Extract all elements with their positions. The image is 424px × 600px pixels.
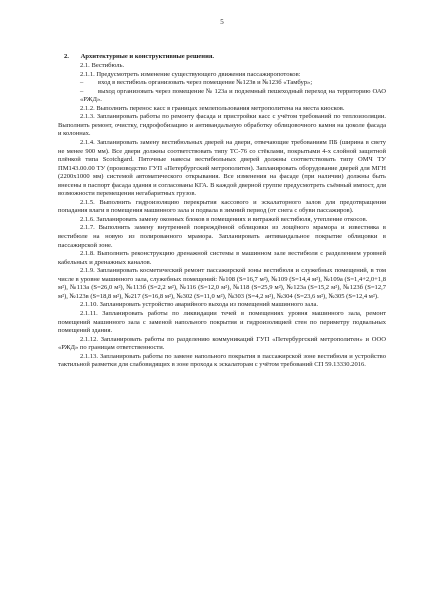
paragraph: 2.1.10. Запланировать устройство аварийного выхода из помещений машинного зала. bbox=[80, 301, 319, 309]
paragraph: 2.1.13. Запланировать работы по замене напольного покрытия в пассажирской зоне вестибюля и устройство тактильной разметки для слабовидящих в зоне прохода к эскалаторам с учётом требований СП 59.13330.2016. bbox=[58, 352, 386, 369]
bullet-dash: – bbox=[80, 79, 84, 87]
page-number: 5 bbox=[220, 18, 224, 26]
paragraph: 2.1.5. Выполнить гидроизоляцию перекрытия кассового и эскалаторного залов для предотвращения попадания влаги в помещения машинного зала и подвала в зимний период (от снега с обуви пассажиров). bbox=[58, 198, 386, 215]
paragraph: 2.1.12. Запланировать работы по разделению коммуникаций ГУП «Петербургский метрополитен» и ООО «РЖД» по границам ответственности. bbox=[58, 335, 386, 352]
paragraph: 2.1.4. Запланировать замену вестибюльных дверей на двери, отвечающие требованиям ПБ (ширина в свету не менее 900 мм). Все двери должны соответствовать типу ТС-76 со стёклами, покрытыми 4-х слойной защитной плёнкой типа Scotchgard. Пяточные навесы вестибюльных дверей должны соответствовать типу ОМЧ ТУ ПМ143.00.00 ТУ (производство ГУП «Петербургский метрополитен). Запланировать оборудование дверей для МГН (2200х1000 мм) системой автоматического открывания. Все изменения на фасаде (при наличии) должны быть внесены в паспорт фасада здания и согласованы КГА. В каждой дверной группе предусмотреть съёмный импост, для возможности перемещения негабаритных грузов. bbox=[58, 139, 386, 198]
paragraph: 2.1.11. Запланировать работы по ликвидации течей в помещениях уровня машинного зала, ремонт помещений машинного зала с заменой напольного покрытия и гидроизоляцией стен по периметру подвальных помещений здания. bbox=[58, 309, 386, 335]
bullet-text: выход организовать через помещение № 123а и подземный пешеходный переход на территорию ОАО «РЖД». bbox=[80, 87, 386, 104]
paragraph: 2.1.3. Запланировать работы по ремонту фасада и пристройки касс с учётом требований по теплоизоляции. Выполнить ремонт, очистку, гидрофобизацию и антивандальную обработку облицовочного камня на цоколе фасада и колоннах. bbox=[58, 113, 386, 138]
paragraph: 2.1.7. Выполнить замену внутренней повреждённой облицовки из лощёного мрамора и известняка в вестибюле на новую из полированного мрамора. Запланировать антивандальное покрытие облицовки в пассажирской зоне. bbox=[58, 224, 386, 249]
section-number: 2. bbox=[64, 52, 69, 60]
paragraph: 2.1.9. Запланировать косметический ремонт пассажирской зоны вестибюля и служебных помещений, в том числе в уровне машинного зала, служебных помещений: №108 (S=16,7 м²), №109 (S=14,4 м²), №109а (S=1,4+2,0+1,8 м²), №113а (S=26,0 м²), №113б (S=2,2 м²), №116 (S=12,0 м²), №118 (S=25,9 м²), №123а (S=15,2 м²), №123б (S=12,7 м²), №123в (S=18,8 м²), №217 (S=16,8 м²), №302 (S=11,0 м²), №303 (S=4,2 м²), №304 (S=23,6 м²), №305 (S=12,4 м²). bbox=[58, 267, 386, 300]
paragraph: 2.1.1. Предусмотреть изменение существующего движения пассажиропотоков: bbox=[80, 70, 301, 78]
paragraph: 2.1.6. Запланировать замену оконных блоков в помещениях и витражей вестибюля, утепление откосов. bbox=[80, 215, 368, 223]
paragraph: 2.1.8. Выполнить реконструкцию дренажной системы в машинном зале вестибюля с разделением уровней кабельных и дренажных каналов. bbox=[58, 250, 386, 266]
paragraph: 2.1. Вестибюль. bbox=[80, 62, 125, 70]
bullet-dash: – bbox=[80, 87, 84, 95]
bullet-text: вход в вестибюль организовать через помещение №123в и №123б «Тамбур»; bbox=[98, 79, 313, 87]
paragraph: 2.1.2. Выполнить перенос касс в границах землепользования метрополитена на места киосков. bbox=[80, 104, 345, 112]
bullet-paragraph bbox=[58, 88, 386, 105]
bullet-paragraph bbox=[58, 79, 386, 88]
document-body bbox=[58, 62, 386, 370]
section-heading bbox=[58, 53, 386, 62]
section-title: Архитектурные и конструктивные решения. bbox=[80, 52, 215, 60]
